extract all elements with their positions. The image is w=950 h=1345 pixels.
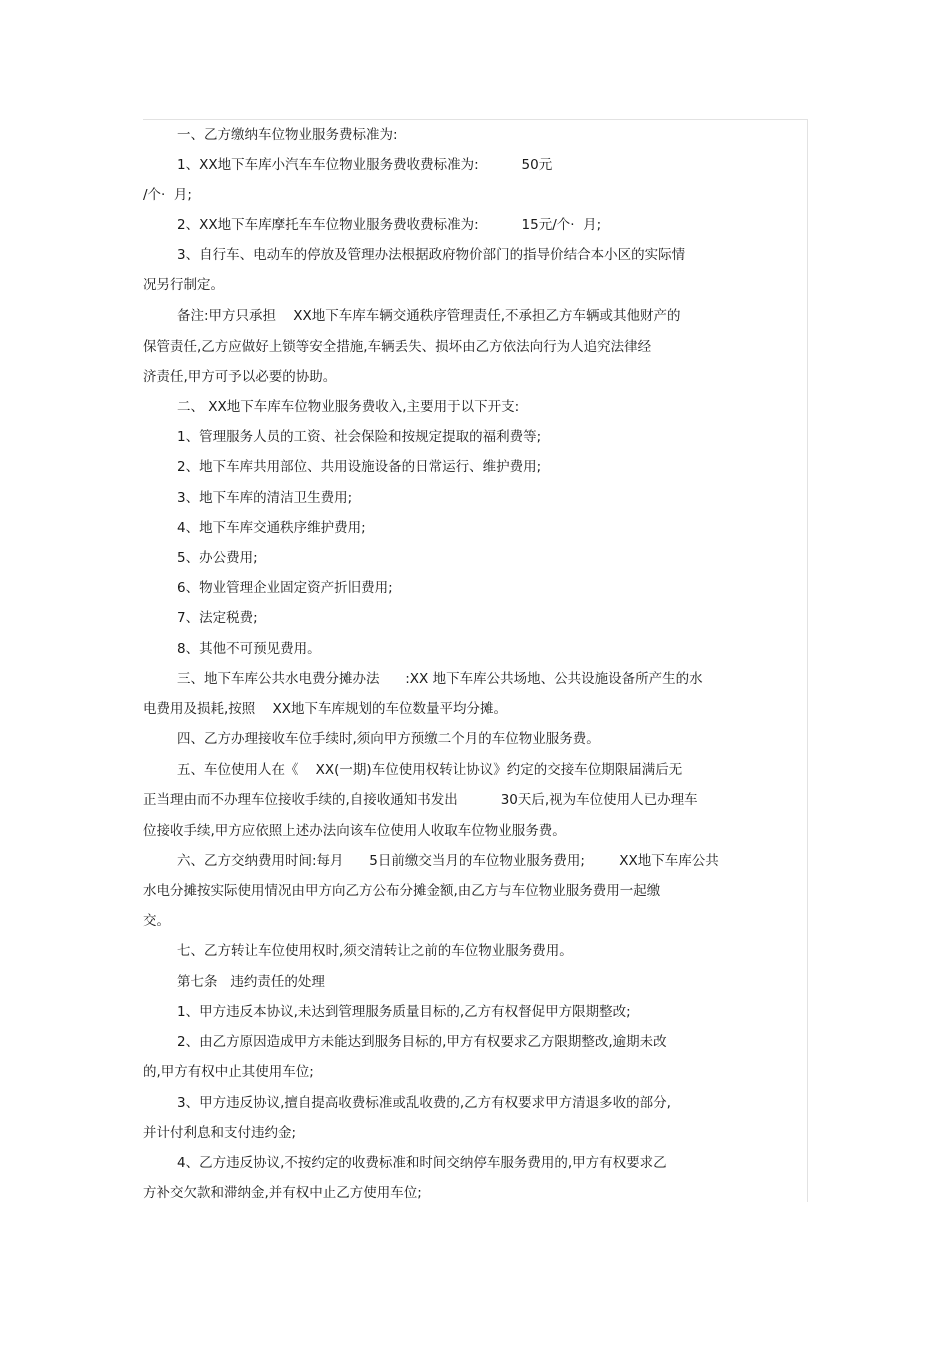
- list-item: 7、法定税费;: [177, 610, 258, 626]
- paragraph-line: 1、XX地下车库小汽车车位物业服务费收费标准为: 50元: [177, 157, 553, 173]
- section-7-line: 七、乙方转让车位使用权时,须交清转让之前的车位物业服务费用。: [177, 943, 573, 959]
- article-7-item: 并计付利息和支付违约金;: [143, 1125, 297, 1141]
- article-7-item: 方补交欠款和滞纳金,并有权中止乙方使用车位;: [143, 1185, 422, 1201]
- section-6-line: 水电分摊按实际使用情况由甲方向乙方公布分摊金额,由乙方与车位物业服务费用一起缴: [143, 883, 661, 899]
- section-4-line: 四、乙方办理接收车位手续时,须向甲方预缴二个月的车位物业服务费。: [177, 731, 600, 747]
- list-item: 4、地下车库交通秩序维护费用;: [177, 520, 366, 536]
- section-1-heading: 一、乙方缴纳车位物业服务费标准为:: [177, 127, 398, 143]
- section-5-line: 五、车位使用人在《 XX(一期)车位使用权转让协议》约定的交接车位期限届满后无: [177, 762, 683, 778]
- article-7-item: 的,甲方有权中止其使用车位;: [143, 1064, 314, 1080]
- paragraph-line: 2、XX地下车库摩托车车位物业服务费收费标准为: 15元/个· 月;: [177, 217, 602, 233]
- list-item: 3、地下车库的清洁卫生费用;: [177, 490, 353, 506]
- list-item: 1、管理服务人员的工资、社会保险和按规定提取的福利费等;: [177, 429, 542, 445]
- page-frame-top: [143, 119, 807, 120]
- note-line: 备注:甲方只承担 XX地下车库车辆交通秩序管理责任,不承担乙方车辆或其他财产的: [177, 308, 681, 324]
- article-7-heading: 第七条 违约责任的处理: [177, 974, 325, 990]
- article-7-item: 4、乙方违反协议,不按约定的收费标准和时间交纳停车服务费用的,甲方有权要求乙: [177, 1155, 667, 1171]
- paragraph-line: /个· 月;: [143, 187, 192, 203]
- list-item: 8、其他不可预见费用。: [177, 641, 321, 657]
- list-item: 6、物业管理企业固定资产折旧费用;: [177, 580, 393, 596]
- section-3-line: 三、地下车库公共水电费分摊办法 :XX 地下车库公共场地、公共设施设备所产生的水: [177, 671, 703, 687]
- section-6-line: 六、乙方交纳费用时间:每月 5日前缴交当月的车位物业服务费用; XX地下车库公共: [177, 853, 719, 869]
- paragraph-line: 3、自行车、电动车的停放及管理办法根据政府物价部门的指导价结合本小区的实际情: [177, 247, 686, 263]
- list-item: 5、办公费用;: [177, 550, 258, 566]
- article-7-item: 1、甲方违反本协议,未达到管理服务质量目标的,乙方有权督促甲方限期整改;: [177, 1004, 631, 1020]
- section-5-line: 位接收手续,甲方应依照上述办法向该车位使用人收取车位物业服务费。: [143, 823, 566, 839]
- section-3-line: 电费用及损耗,按照 XX地下车库规划的车位数量平均分摊。: [143, 701, 507, 717]
- list-item: 2、地下车库共用部位、共用设施设备的日常运行、维护费用;: [177, 459, 542, 475]
- note-line: 济责任,甲方可予以必要的协助。: [143, 369, 337, 385]
- section-5-line: 正当理由而不办理车位接收手续的,自接收通知书发出 30天后,视为车位使用人已办理车: [143, 792, 698, 808]
- section-2-heading: 二、 XX地下车库车位物业服务费收入,主要用于以下开支:: [177, 399, 520, 415]
- page-frame-right: [807, 119, 808, 1202]
- section-6-line: 交。: [143, 913, 170, 929]
- note-line: 保管责任,乙方应做好上锁等安全措施,车辆丢失、损坏由乙方依法向行为人追究法律经: [143, 339, 652, 355]
- article-7-item: 3、甲方违反协议,擅自提高收费标准或乱收费的,乙方有权要求甲方清退多收的部分,: [177, 1095, 671, 1111]
- article-7-item: 2、由乙方原因造成甲方未能达到服务目标的,甲方有权要求乙方限期整改,逾期未改: [177, 1034, 667, 1050]
- paragraph-line: 况另行制定。: [143, 277, 224, 293]
